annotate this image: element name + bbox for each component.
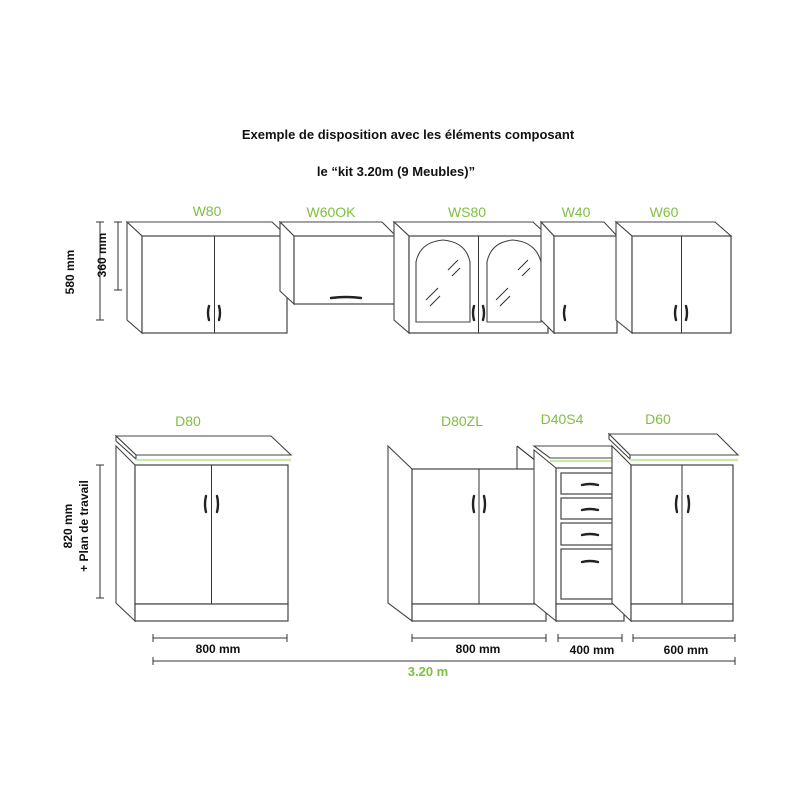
wall-unit-w40: [541, 222, 617, 333]
wall-unit-w60: [616, 222, 731, 333]
base-height-label: 820 mm: [61, 503, 75, 549]
base-unit-d40s4: [534, 446, 624, 621]
label-d80: D80: [175, 413, 201, 429]
label-w80: W80: [192, 203, 222, 219]
label-w60ok: W60OK: [306, 204, 356, 220]
base-unit-d60: [609, 434, 738, 621]
wall-unit-w60ok: [280, 222, 396, 304]
label-w40: W40: [561, 204, 591, 220]
base-height-note: + Plan de travail: [77, 480, 91, 572]
width-dimensions: [153, 634, 735, 679]
wall-height-dimensions: [63, 222, 122, 320]
width-label-d40s4: 400 mm: [569, 643, 615, 657]
label-d80zl: D80ZL: [440, 413, 484, 429]
base-unit-d80: [116, 436, 291, 621]
wall-height-outer-label: 580 mm: [63, 249, 77, 295]
label-d60: D60: [645, 411, 671, 427]
wall-unit-ws80: [394, 222, 548, 333]
base-height-dimension: [61, 465, 104, 598]
wall-height-inner-label: 360 mm: [95, 232, 109, 278]
diagram-subtitle: le “kit 3.20m (9 Meubles)”: [316, 164, 476, 179]
label-d40s4: D40S4: [540, 411, 584, 427]
label-w60: W60: [649, 204, 679, 220]
width-label-d60: 600 mm: [663, 643, 709, 657]
base-unit-d80zl: [388, 446, 546, 621]
width-label-d80: 800 mm: [195, 642, 241, 656]
diagram-title: Exemple de disposition avec les éléments composant: [241, 127, 575, 142]
total-width-label: 3.20 m: [407, 664, 449, 679]
width-label-d80zl: 800 mm: [455, 642, 501, 656]
label-ws80: WS80: [447, 204, 487, 220]
wall-unit-w80: [127, 222, 287, 333]
